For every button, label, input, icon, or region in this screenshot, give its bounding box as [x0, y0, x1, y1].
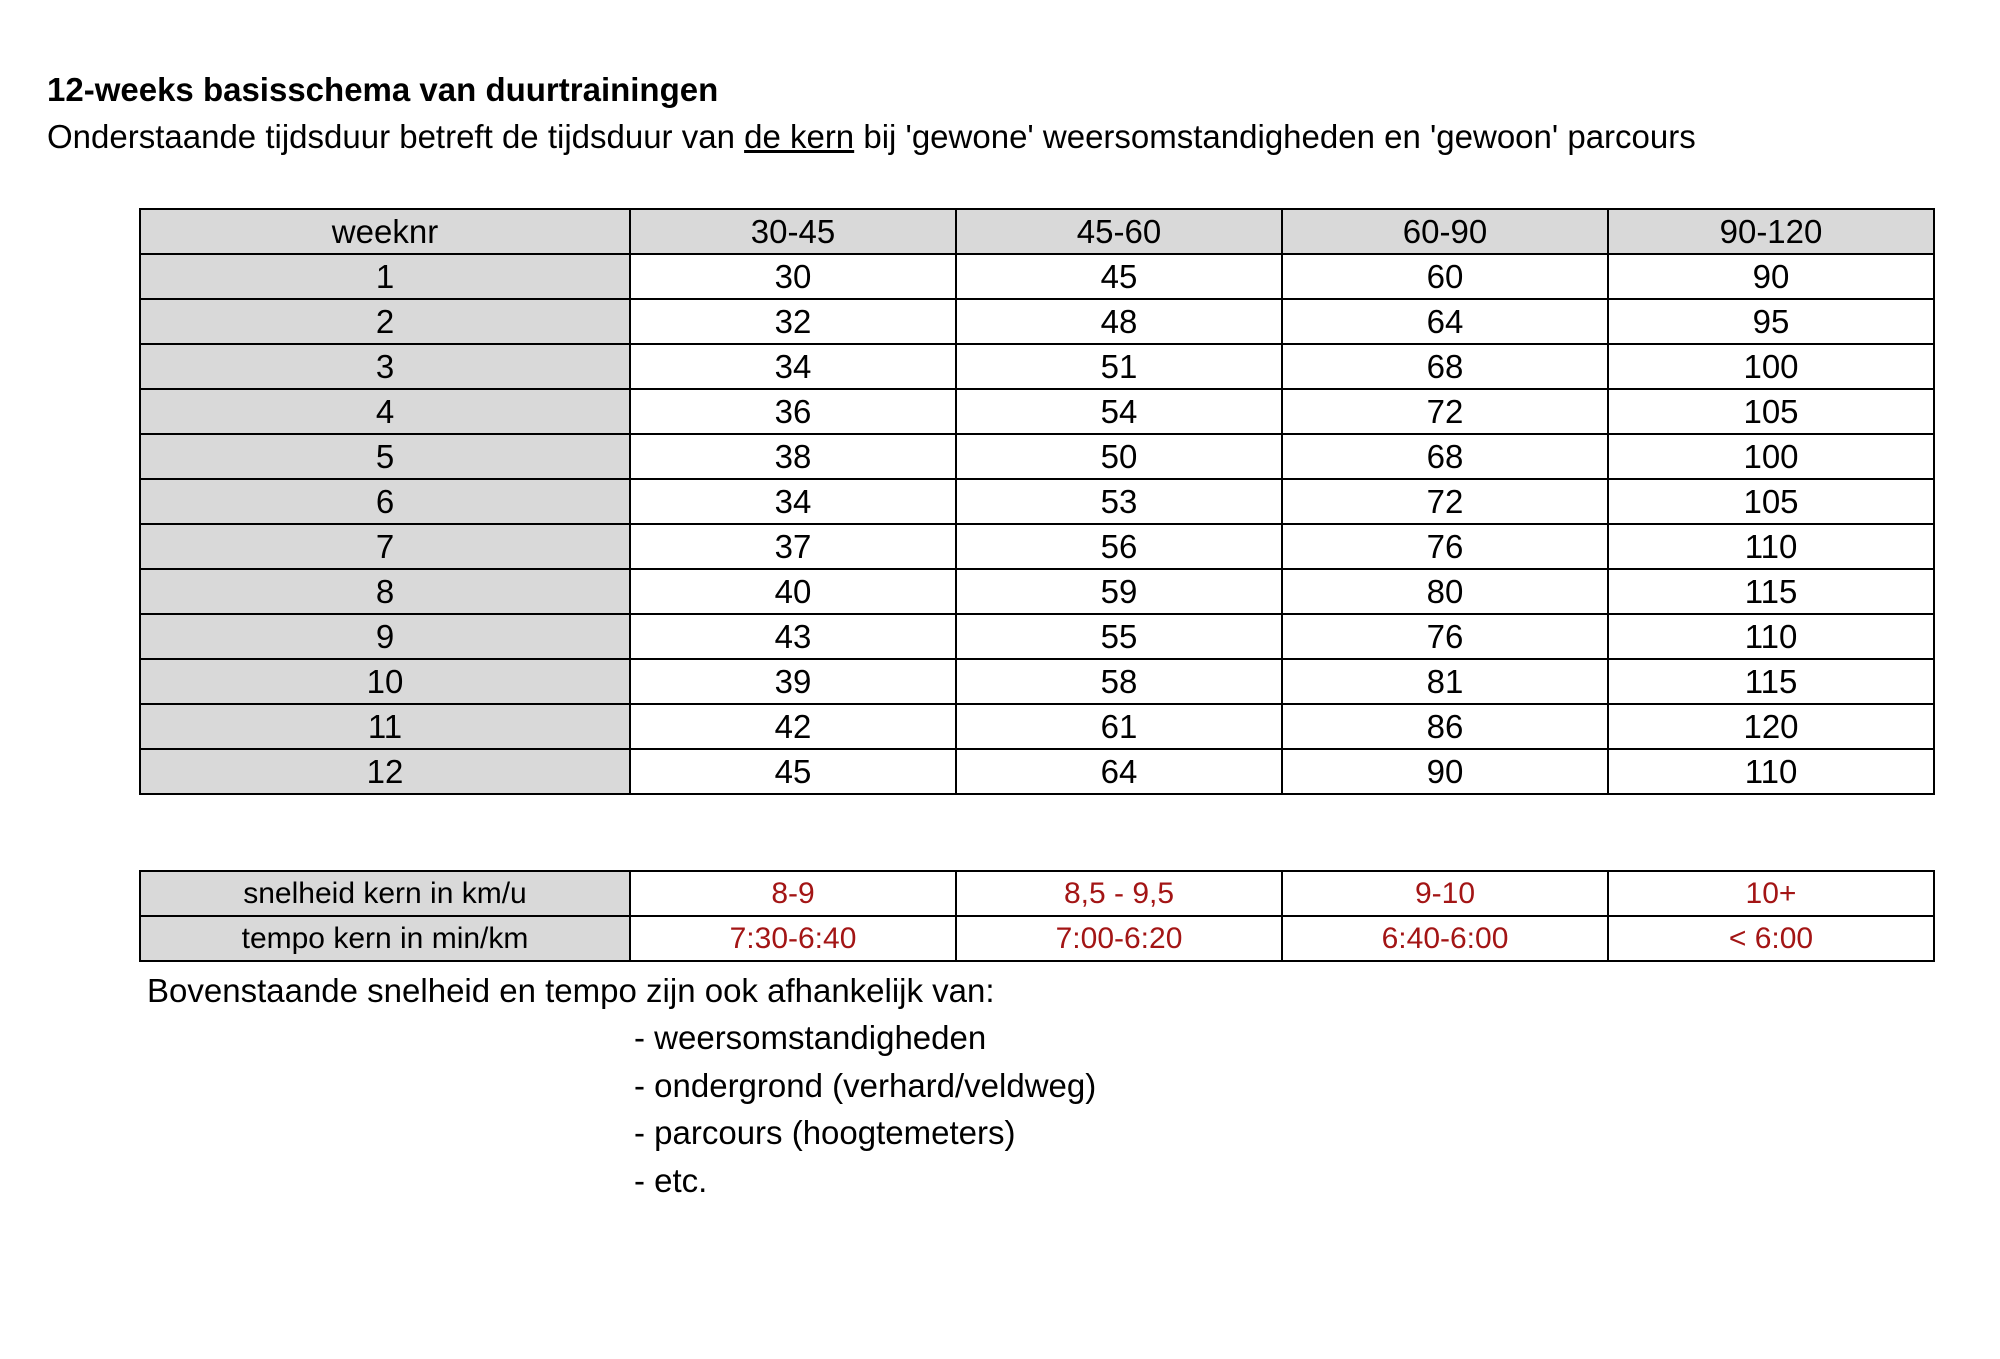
duration-cell: 51 [956, 344, 1282, 389]
duration-cell: 43 [630, 614, 956, 659]
document-title: 12-weeks basisschema van duurtrainingen [47, 71, 719, 108]
duration-cell: 100 [1608, 344, 1934, 389]
tempo-value-cell: 7:30-6:40 [630, 916, 956, 961]
schedule-row [140, 704, 1934, 749]
schedule-row [140, 614, 1934, 659]
duration-cell: 105 [1608, 479, 1934, 524]
duration-cell: 68 [1282, 434, 1608, 479]
duration-cell: 115 [1608, 659, 1934, 704]
duration-cell: 45 [956, 254, 1282, 299]
schedule-row [140, 299, 1934, 344]
dependency-item: - weersomstandigheden [634, 1019, 987, 1056]
header-weeknr: weeknr [140, 209, 630, 254]
schedule-row [140, 389, 1934, 434]
duration-cell: 64 [956, 749, 1282, 794]
week-number-cell: 9 [140, 614, 630, 659]
tempo-value-cell: 6:40-6:00 [1282, 916, 1608, 961]
duration-cell: 58 [956, 659, 1282, 704]
tempo-row [140, 916, 1934, 961]
dependency-item: - ondergrond (verhard/veldweg) [634, 1066, 1097, 1104]
duration-cell: 40 [630, 569, 956, 614]
week-number-cell: 1 [140, 254, 630, 299]
speed-value-cell: 8-9 [630, 871, 956, 916]
tempo-label: tempo kern in min/km [140, 916, 630, 961]
schedule-row [140, 524, 1934, 569]
header-30-45: 30-45 [630, 209, 956, 254]
week-number-cell: 5 [140, 434, 630, 479]
duration-cell: 76 [1282, 614, 1608, 659]
schedule-row [140, 254, 1934, 299]
duration-cell: 76 [1282, 524, 1608, 569]
week-number-cell: 12 [140, 749, 630, 794]
duration-cell: 64 [1282, 299, 1608, 344]
duration-cell: 90 [1608, 254, 1934, 299]
subtitle-text-end: bij 'gewone' weersomstandigheden en 'gewoon' parcours [854, 118, 1696, 155]
duration-cell: 95 [1608, 299, 1934, 344]
header-45-60: 45-60 [956, 209, 1282, 254]
dependency-item: - parcours (hoogtemeters) [634, 1114, 1016, 1151]
schedule-table [139, 208, 1935, 795]
speed-tempo-table-body [140, 871, 1934, 961]
tempo-value-cell: < 6:00 [1608, 916, 1934, 961]
week-number-cell: 3 [140, 344, 630, 389]
duration-cell: 45 [630, 749, 956, 794]
duration-cell: 34 [630, 344, 956, 389]
duration-cell: 100 [1608, 434, 1934, 479]
duration-cell: 105 [1608, 389, 1934, 434]
subtitle-text-start: Onderstaande tijdsduur betreft de tijdsduur van [47, 118, 745, 155]
dependency-intro: Bovenstaande snelheid en tempo zijn ook afhankelijk van: [147, 972, 995, 1009]
duration-cell: 34 [630, 479, 956, 524]
duration-cell: 90 [1282, 749, 1608, 794]
subtitle-underlined-text: de kern [744, 118, 855, 155]
duration-cell: 115 [1608, 569, 1934, 614]
duration-cell: 37 [630, 524, 956, 569]
speed-value-cell: 8,5 - 9,5 [956, 871, 1282, 916]
duration-cell: 54 [956, 389, 1282, 434]
week-number-cell: 8 [140, 569, 630, 614]
speed-tempo-table [139, 870, 1935, 962]
duration-cell: 56 [956, 524, 1282, 569]
duration-cell: 120 [1608, 704, 1934, 749]
schedule-header-row [140, 209, 1934, 254]
week-number-cell: 7 [140, 524, 630, 569]
week-number-cell: 11 [140, 704, 630, 749]
duration-cell: 80 [1282, 569, 1608, 614]
duration-cell: 50 [956, 434, 1282, 479]
schedule-row [140, 749, 1934, 794]
schedule-row [140, 344, 1934, 389]
schedule-row [140, 659, 1934, 704]
speed-label: snelheid kern in km/u [140, 871, 630, 916]
week-number-cell: 6 [140, 479, 630, 524]
duration-cell: 72 [1282, 389, 1608, 434]
duration-cell: 72 [1282, 479, 1608, 524]
schedule-table-body [140, 209, 1934, 794]
duration-cell: 42 [630, 704, 956, 749]
week-number-cell: 2 [140, 299, 630, 344]
speed-row [140, 871, 1934, 916]
header-60-90: 60-90 [1282, 209, 1608, 254]
duration-cell: 68 [1282, 344, 1608, 389]
duration-cell: 60 [1282, 254, 1608, 299]
duration-cell: 61 [956, 704, 1282, 749]
duration-cell: 38 [630, 434, 956, 479]
duration-cell: 36 [630, 389, 956, 434]
duration-cell: 39 [630, 659, 956, 704]
tempo-value-cell: 7:00-6:20 [956, 916, 1282, 961]
duration-cell: 30 [630, 254, 956, 299]
duration-cell: 110 [1608, 524, 1934, 569]
dependency-list [634, 1014, 1096, 1204]
duration-cell: 86 [1282, 704, 1608, 749]
header-90-120: 90-120 [1608, 209, 1934, 254]
week-number-cell: 10 [140, 659, 630, 704]
duration-cell: 110 [1608, 614, 1934, 659]
schedule-row [140, 479, 1934, 524]
schedule-row [140, 569, 1934, 614]
duration-cell: 59 [956, 569, 1282, 614]
duration-cell: 53 [956, 479, 1282, 524]
duration-cell: 32 [630, 299, 956, 344]
duration-cell: 110 [1608, 749, 1934, 794]
schedule-row [140, 434, 1934, 479]
duration-cell: 55 [956, 614, 1282, 659]
duration-cell: 48 [956, 299, 1282, 344]
week-number-cell: 4 [140, 389, 630, 434]
speed-value-cell: 10+ [1608, 871, 1934, 916]
speed-value-cell: 9-10 [1282, 871, 1608, 916]
document-subtitle [47, 115, 1696, 159]
duration-cell: 81 [1282, 659, 1608, 704]
dependency-item: - etc. [634, 1161, 708, 1199]
